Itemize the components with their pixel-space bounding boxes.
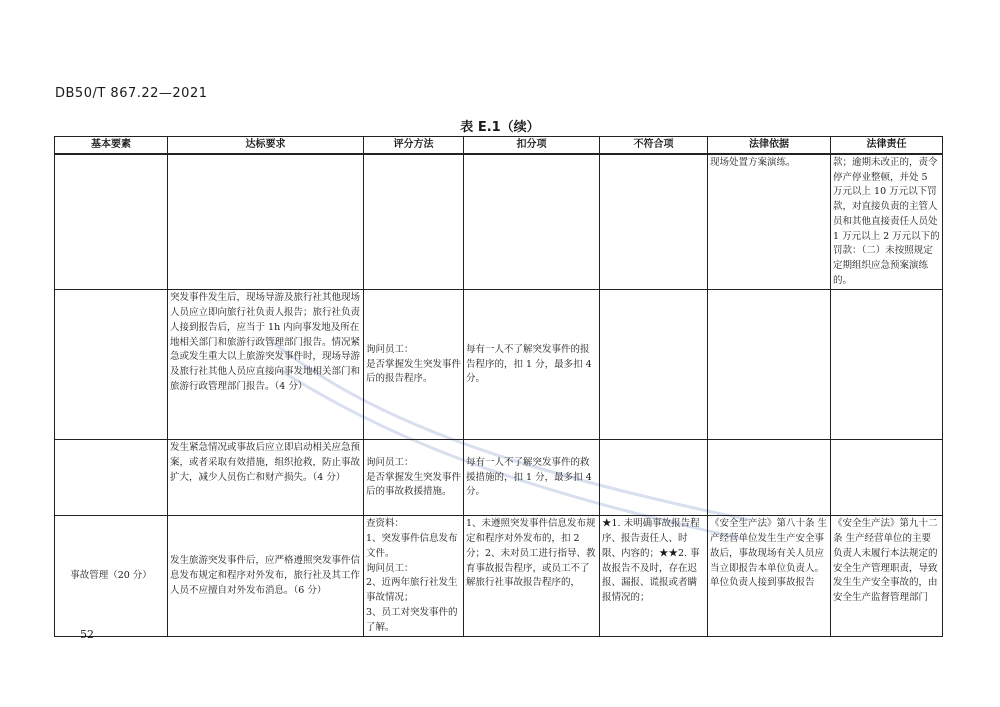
col-header-basic-element: 基本要素 xyxy=(55,137,168,155)
table-header-row xyxy=(55,137,943,155)
cell-requirement: 发生旅游突发事件后，应严格遵照突发事件信息发布规定和程序对外发布，旅行社及其工作人员不应擅自对外发布消息。（6 分） xyxy=(168,516,364,637)
cell-empty xyxy=(364,154,464,290)
standard-code: DB50/T 867.22—2021 xyxy=(55,86,208,101)
scoring-line: 1、突发事件信息发布文件。 xyxy=(366,533,458,559)
cell-empty xyxy=(600,154,708,290)
cell-empty xyxy=(55,440,168,516)
col-header-legal-basis: 法律依据 xyxy=(708,137,831,155)
table-row xyxy=(55,440,943,516)
requirements-table xyxy=(54,136,943,637)
cell-deduction: 每有一人不了解突发事件的报告程序的，扣 1 分，最多扣 4 分。 xyxy=(464,290,600,440)
scoring-line: 是否掌握发生突发事件后的报告程序。 xyxy=(366,358,462,385)
cell-requirement: 发生紧急情况或事故后应立即启动相关应急预案，或者采取有效措施，组织抢救，防止事故扩大，减少人员伤亡和财产损失。（4 分） xyxy=(168,440,364,516)
col-header-requirement: 达标要求 xyxy=(168,137,364,155)
cell-legal-basis: 《安全生产法》第八十条 生产经营单位发生生产安全事故后，事故现场有关人员应当立即报告本单位负责人。单位负责人接到事故报告 xyxy=(708,516,831,637)
cell-empty xyxy=(708,290,831,440)
scoring-line: 询问员工： xyxy=(366,456,414,468)
cell-requirement: 突发事件发生后，现场导游及旅行社其他现场人员应立即向旅行社负责人报告；旅行社负责人接到报告后，应当于 1h 内向事发地及所在地相关部门和旅游行政管理部门报告。情况紧急或发生重大以上旅游突发事件时，现场导游及旅行社其他人员应直接向事发地相关部门和旅游行政管理部门报告。（4 分） xyxy=(168,290,364,440)
scoring-line: 2、近两年旅行社发生事故情况； xyxy=(366,577,458,604)
scoring-line: 询问员工： xyxy=(366,562,414,574)
table-row xyxy=(55,290,943,440)
table-row xyxy=(55,516,943,637)
col-header-nonconformity: 不符合项 xyxy=(600,137,708,155)
cell-empty xyxy=(831,440,943,516)
col-header-deduction: 扣分项 xyxy=(464,137,600,155)
table-row xyxy=(55,154,943,290)
col-header-legal-liability: 法律责任 xyxy=(831,137,943,155)
cell-nonconformity: ★1. 未明确事故报告程序、报告责任人、时限、内容的；★★2. 事故报告不及时，存在迟报、漏报、谎报或者瞒报情况的； xyxy=(600,516,708,637)
cell-empty xyxy=(600,440,708,516)
cell-empty xyxy=(831,290,943,440)
scoring-line: 是否掌握发生突发事件后的事故救援措施。 xyxy=(366,471,462,498)
table-title: 表 E.1（续） xyxy=(460,120,540,135)
scoring-line: 3、员工对突发事件的了解。 xyxy=(366,606,458,633)
cell-empty xyxy=(708,440,831,516)
cell-empty xyxy=(464,154,600,290)
cell-empty xyxy=(600,290,708,440)
col-header-scoring-method: 评分方法 xyxy=(364,137,464,155)
cell-empty xyxy=(168,154,364,290)
cell-deduction: 每有一人不了解突发事件的救援措施的，扣 1 分，最多扣 4 分。 xyxy=(464,440,600,516)
cell-scoring-method xyxy=(364,440,464,516)
page-number: 52 xyxy=(80,628,94,641)
scoring-line: 查资料： xyxy=(366,518,405,530)
cell-legal-liability: 《安全生产法》第九十二条 生产经营单位的主要负责人未履行本法规定的安全生产管理职责，导致发生生产安全事故的，由安全生产监督管理部门 xyxy=(831,516,943,637)
cell-legal-basis: 现场处置方案演练。 xyxy=(708,154,831,290)
cell-deduction: 1、未遵照突发事件信息发布规定和程序对外发布的，扣 2 分；2、未对员工进行指导、教育事故报告程序，或员工不了解旅行社事故报告程序的， xyxy=(464,516,600,637)
cell-legal-liability: 款；逾期未改正的，责令停产停业整顿，并处 5 万元以上 10 万元以下罚款，对直接负责的主管人员和其他直接责任人员处 1 万元以上 2 万元以下的罚款：（二）未按照规定定期组织应急预案演练的。 xyxy=(831,154,943,290)
scoring-line: 询问员工： xyxy=(366,343,414,355)
cell-empty xyxy=(55,290,168,440)
cell-scoring-method xyxy=(364,290,464,440)
cell-basic-element: 事故管理（20 分） xyxy=(55,516,168,637)
cell-empty xyxy=(55,154,168,290)
cell-scoring-method xyxy=(364,516,464,637)
